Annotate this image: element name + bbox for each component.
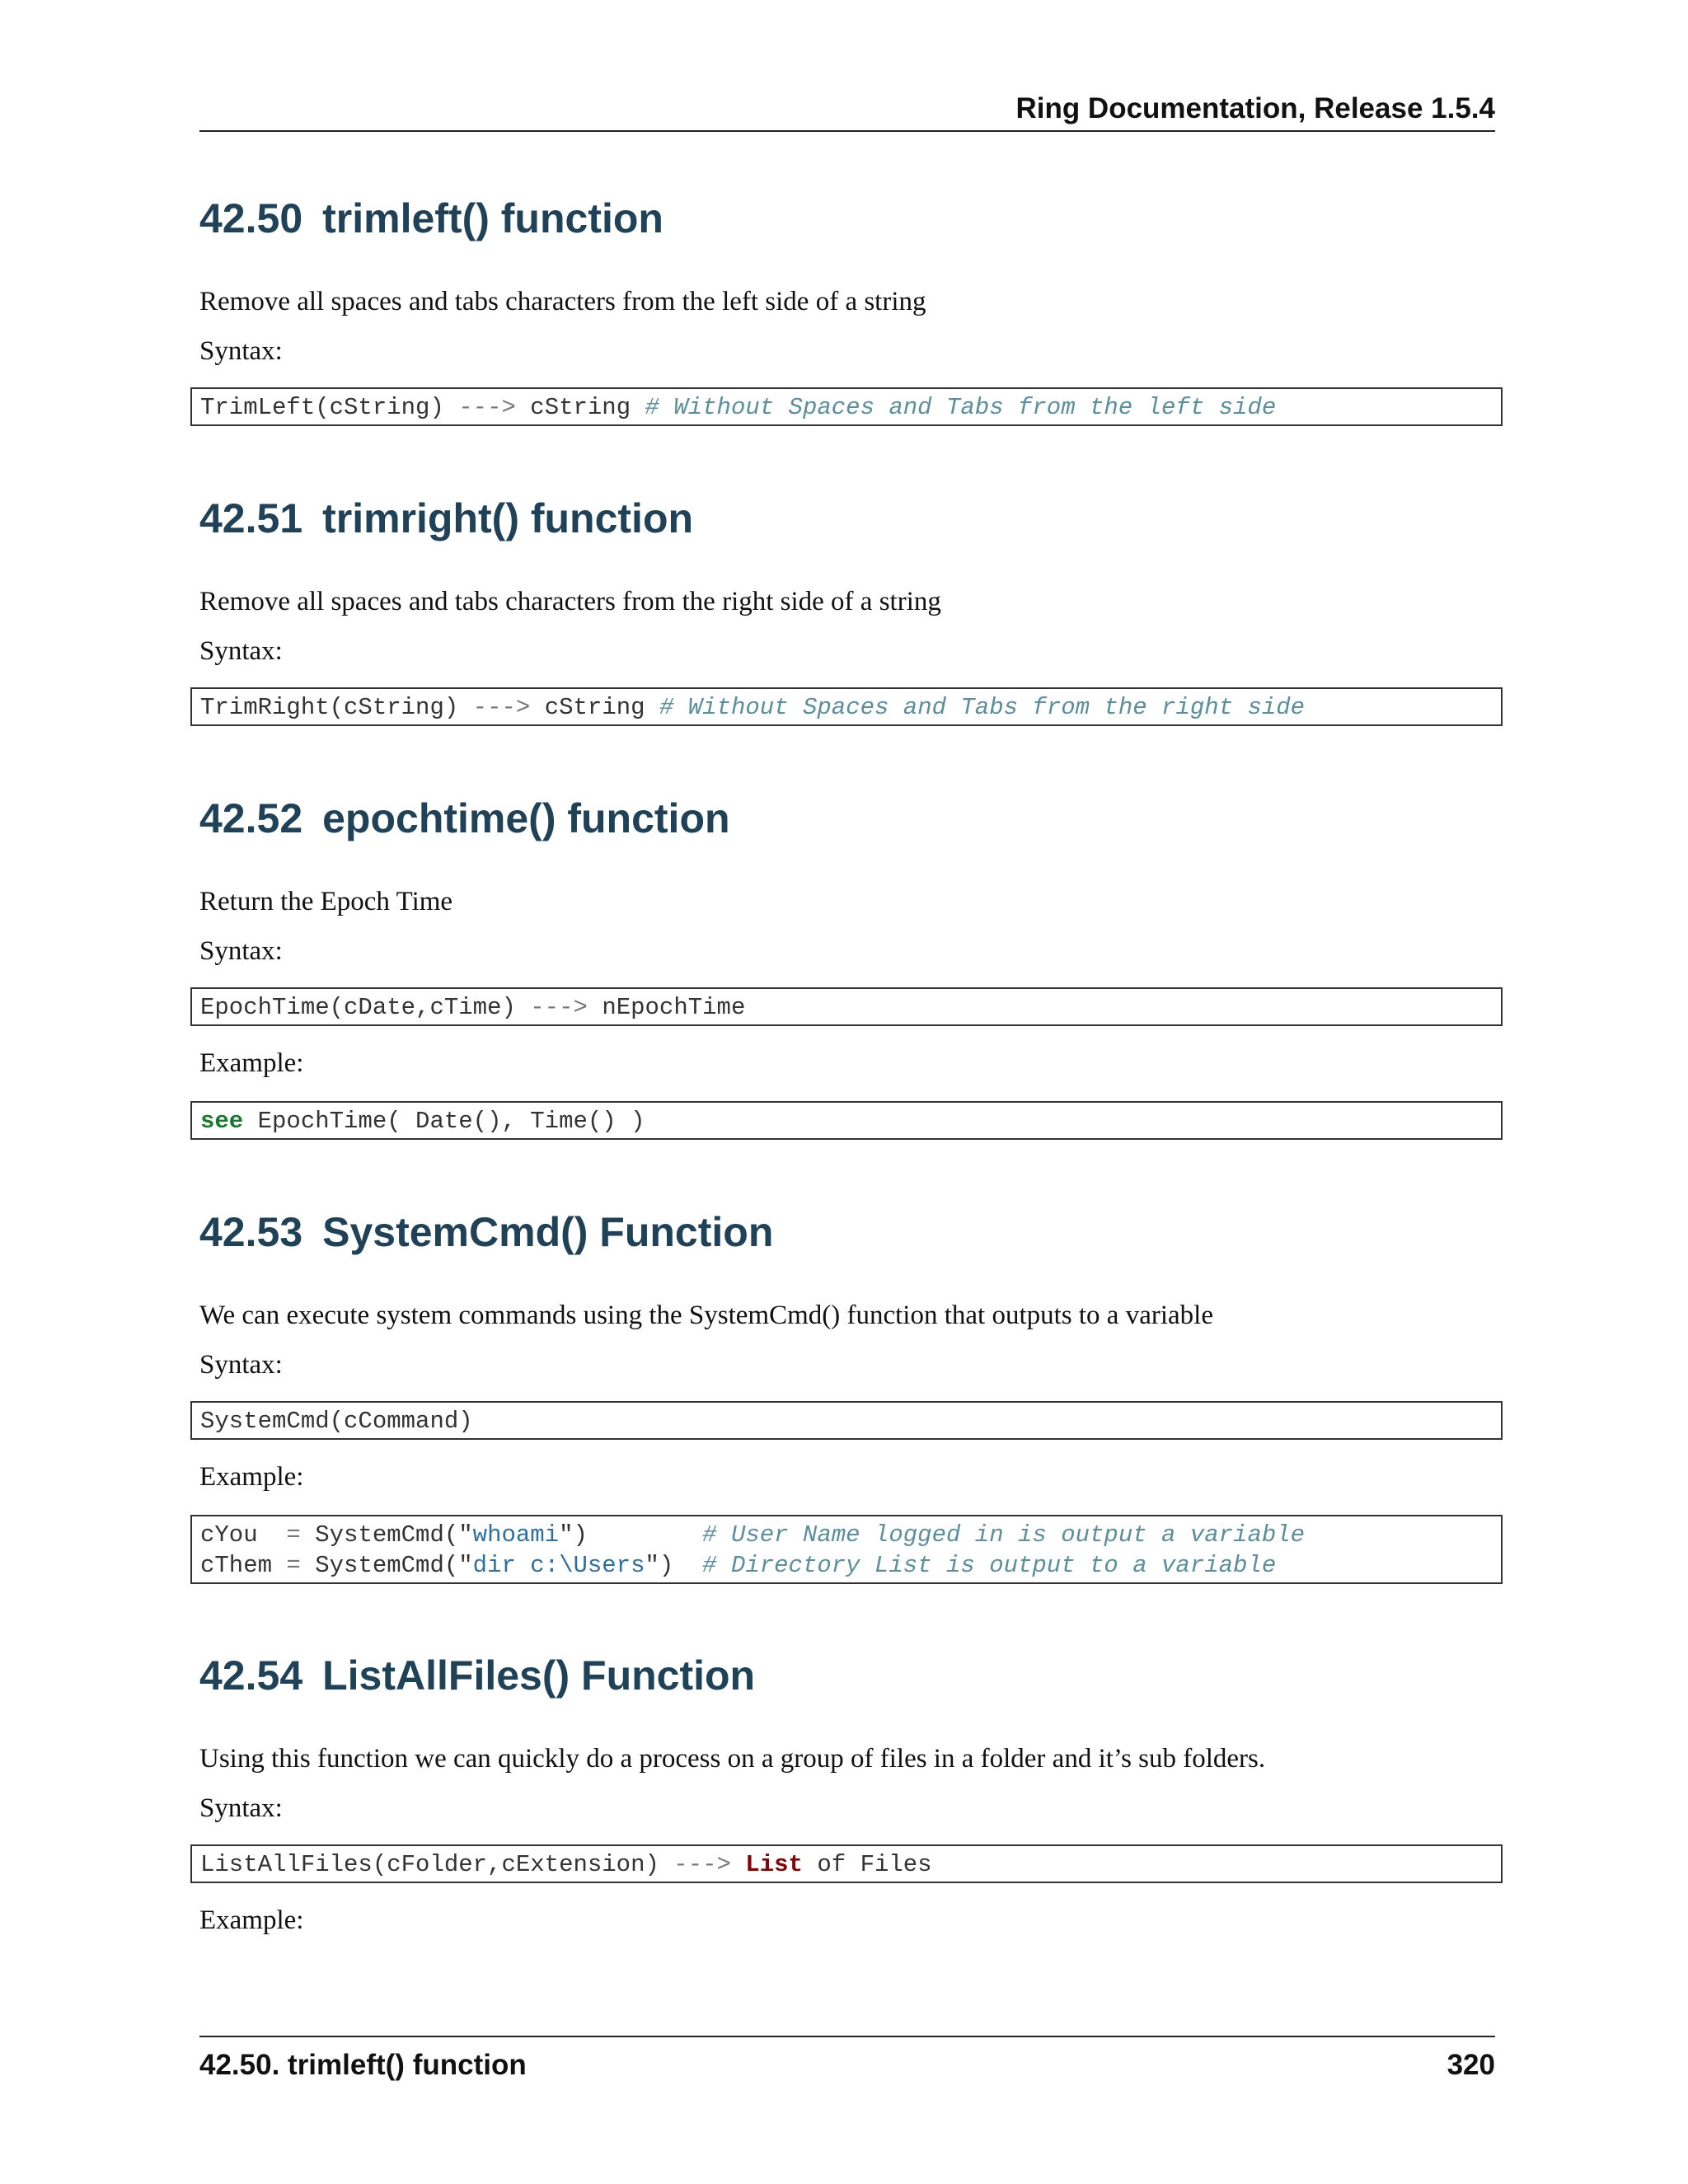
code-call: TrimRight(cString) [200,694,459,721]
section-number: 42.50 [199,195,303,241]
code-arrow: ---> [530,994,588,1021]
section-title: trimright() function [322,495,694,541]
code-quote: " [458,1552,473,1579]
code-padding [588,1521,702,1549]
section-description: Remove all spaces and tabs characters from the left side of a string [199,287,926,316]
code-comment: # Without Spaces and Tabs from the right side [659,694,1306,721]
header-rule [199,130,1495,132]
section-heading-epochtime [199,794,730,842]
syntax-label: Syntax: [199,336,283,366]
example-label: Example: [199,1048,304,1078]
code-quote: " [645,1552,659,1579]
section-heading-listallfiles [199,1652,755,1699]
code-operator: = [286,1552,301,1579]
syntax-code-block [190,687,1503,726]
code-quote: " [458,1521,473,1549]
code-call: ListAllFiles(cFolder,cExtension) [200,1851,659,1878]
syntax-label: Syntax: [199,1350,283,1380]
page-number: 320 [1447,2049,1495,2081]
example-label: Example: [199,1462,304,1492]
code-call: SystemCmd( [315,1521,459,1549]
code-variable: cYou [200,1521,273,1549]
syntax-code-block [190,987,1503,1026]
code-call: EpochTime(cDate,cTime) [200,994,516,1021]
code-builtin: List [745,1851,803,1878]
footer-rule [199,2036,1495,2037]
footer-section-title: 42.50. trimleft() function [199,2049,527,2081]
code-call: EpochTime( Date(), Time() ) [257,1108,645,1135]
section-title: ListAllFiles() Function [322,1652,756,1699]
code-arrow: ---> [472,694,531,721]
syntax-label: Syntax: [199,936,283,966]
running-header-title: Ring Documentation, Release 1.5.4 [1015,92,1495,124]
section-title: epochtime() function [322,795,730,841]
code-return: cString [530,394,631,421]
code-return: of Files [817,1851,932,1878]
syntax-code-block [190,387,1503,426]
code-paren: ) [659,1552,674,1579]
example-code-block [190,1515,1503,1584]
code-paren: ) [573,1521,588,1549]
code-variable: cThem [200,1552,273,1579]
section-title: trimleft() function [322,195,663,241]
code-arrow: ---> [458,394,516,421]
section-description: We can execute system commands using the SystemCmd() function that outputs to a variable [199,1301,1213,1330]
section-number: 42.51 [199,495,303,541]
code-return: cString [544,694,645,721]
code-line [200,1552,1276,1579]
code-comment: # User Name logged in is output a variable [702,1521,1306,1549]
syntax-code-block [190,1401,1503,1440]
syntax-label: Syntax: [199,1793,283,1823]
code-call: SystemCmd(cCommand) [200,1408,473,1435]
code-padding [673,1552,702,1579]
code-arrow: ---> [673,1851,731,1878]
section-heading-systemcmd [199,1208,773,1256]
example-code-block [190,1101,1503,1140]
section-number: 42.52 [199,795,303,841]
section-number: 42.53 [199,1209,303,1255]
code-operator: = [286,1521,301,1549]
section-description: Using this function we can quickly do a process on a group of files in a folder and it’s sub folders. [199,1744,1266,1774]
section-heading-trimright [199,494,693,542]
syntax-code-block [190,1844,1503,1883]
section-description: Return the Epoch Time [199,887,453,916]
code-comment: # Without Spaces and Tabs from the left side [645,394,1277,421]
code-call: SystemCmd( [315,1552,459,1579]
code-return: nEpochTime [602,994,746,1021]
code-call: TrimLeft(cString) [200,394,444,421]
code-line [200,1521,1305,1549]
code-string: dir c:\Users [472,1552,645,1579]
syntax-label: Syntax: [199,636,283,666]
code-keyword: see [200,1108,244,1135]
section-title: SystemCmd() Function [322,1209,774,1255]
section-number: 42.54 [199,1652,303,1699]
code-string: whoami [472,1521,560,1549]
section-description: Remove all spaces and tabs characters from the right side of a string [199,587,941,616]
code-comment: # Directory List is output to a variable [702,1552,1277,1579]
section-heading-trimleft [199,194,663,242]
code-quote: " [559,1521,574,1549]
example-label: Example: [199,1905,304,1935]
